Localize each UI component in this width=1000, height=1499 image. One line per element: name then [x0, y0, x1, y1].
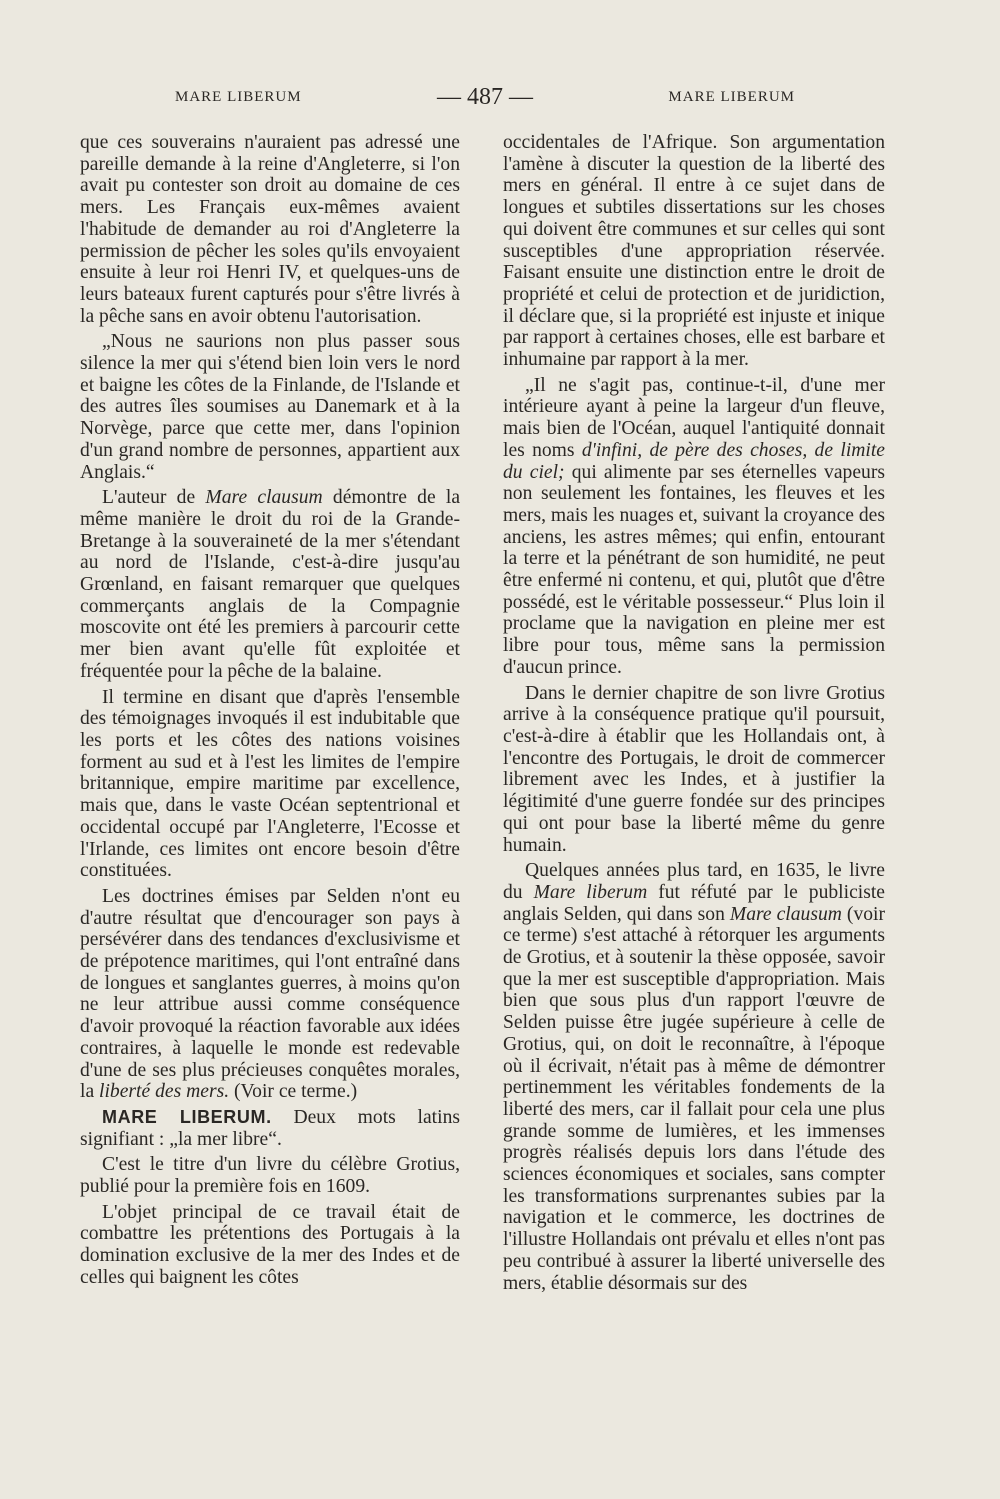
paragraph-text: démontre de la même manière le droit du roi de la Grande-Bretange à la souveraineté de la mer s'étendant au nord de l'Islande, c'est-à-dire jusqu'au Grœnland, en faisant remarquer que quelques commerçants anglais de la Compagnie moscovite ont été les premiers à parcourir cette mer bien avant qu'elle fût exploitée et fréquentée pour la pêche de la balaine.: [80, 487, 461, 682]
book-title: Mare liberum: [533, 881, 648, 903]
paragraph: occidentales de l'Afrique. Son argumentation l'amène à discuter la question de la liberté des mers en général. Il entre à ce sujet dans de longues et subtiles dissertations sur les choses qui doivent être communes et sur celles qui sont susceptibles d'une appropriation réservée. Faisant ensuite une distinction entre le droit de propriété et celui de protection et de juridiction, il déclare que, si la propriété est injuste et inique par rapport à certaines choses, elle est barbare et inhumaine par rapport à la mer.: [503, 132, 885, 371]
page-header: [175, 82, 795, 112]
paragraph-text: Les doctrines émises par Selden n'ont eu d'autre résultat que d'encourager son pays à persévérer dans des tendances d'exclusivisme et de prépotence maritimes, qui l'ont entraîné dans de longues et sanglantes guerres, à moins qu'on ne leur attribue aussi comme conséquence d'avoir provoqué la réaction favorable aux idées contraires, à laquelle le monde est redevable d'une de ses plus précieuses conquêtes morales, la: [80, 885, 460, 1103]
paragraph: [80, 886, 460, 1103]
page-number: — 487 —: [437, 83, 533, 110]
book-title: Mare clausum: [205, 487, 323, 509]
book-title: Mare clausum: [729, 903, 842, 925]
paragraph-text: (voir ce terme) s'est attaché à rétorquer les arguments de Grotius, et à soutenir la thèse opposée, savoir que la mer est susceptible d'appropriation. Mais bien que sous plus d'un rapport l'œuvre de Selden puisse être jugée supérieure à celle de Grotius, qui, on doit le reconnaître, à l'époque où il écrivait, n'était pas à même de démontrer pertinemment les véritables fondements de la liberté des mers, car il fallait pour cela une plus grande somme de lumières, et les immenses progrès réalisés depuis lors dans l'étude des sciences économiques et sociales, sans compter les transformations surprenantes subies par la navigation et le commerce, les doctrines de l'illustre Hollandais ont prévalu et elles n'ont pas peu contribué à assurer la liberté universelle des mers, établie désormais sur des: [503, 903, 886, 1294]
paragraph-text: Quelques années plus tard, en 1635, le livre du: [503, 860, 885, 903]
paragraph-text: (Voir ce terme.): [229, 1081, 358, 1103]
entry-headword: MARE LIBERUM.: [102, 1106, 272, 1127]
paragraph: L'objet principal de ce travail était de combattre les prétentions des Portugais à la domination exclusive de la mer des Indes et de celles qui baignent les côtes: [80, 1201, 460, 1288]
entry-paragraph: [80, 1107, 460, 1150]
paragraph-text: „Il ne s'agit pas, continue-t-il, d'une mer intérieure ayant à peine la largeur d'un fleuve, mais bien de l'Océan, auquel l'antiquité donnait les noms: [503, 374, 885, 461]
cross-reference: liberté des mers.: [99, 1081, 230, 1103]
paragraph-text: L'auteur de: [102, 487, 206, 509]
quoted-names: d'infini, de père des choses, de limite du ciel;: [503, 439, 885, 483]
right-column: [503, 132, 885, 1298]
entry-definition: Deux mots latins signifiant : „la mer libre“.: [80, 1106, 460, 1150]
paragraph: Il termine en disant que d'après l'ensemble des témoignages invoqués il est indubitable que les ports et les côtes des nations voisines forment au sud et à l'est les limites de l'empire britannique, empire maritime par excellence, mais que, dans le vaste Océan septentrional et occidental occupé par l'Angleterre, l'Ecosse et l'Irlande, ces limites ont encore besoin d'être constituées.: [80, 686, 460, 882]
paragraph-text: fut réfuté par le publiciste anglais Selden, qui dans son: [503, 881, 885, 925]
running-head-left: MARE LIBERUM: [175, 88, 302, 105]
paragraph: Dans le dernier chapitre de son livre Grotius arrive à la conséquence pratique qu'il poursuit, c'est-à-dire à établir que les Hollandais ont, à l'encontre des Portugais, le droit de commercer librement avec les Indes, et à justifier la légitimité d'une guerre fondée sur des principes qui ont pour base la liberté même du genre humain.: [503, 682, 885, 856]
paragraph: [503, 375, 885, 679]
paragraph-text: qui alimente par ses éternelles vapeurs non seulement les fontaines, les fleuves et les mers, mais les nuages et, suivant la croyance des anciens, les astres mêmes; qui enfin, entourant la terre et la pénétrant de son humidité, ne peut être enfermé ni contenu, et qui, plutôt que d'être possédé, est le véritable possesseur.“ Plus loin il proclame que la navigation en pleine mer est libre pour tous, même sans la permission d'aucun prince.: [503, 461, 885, 678]
paragraph: C'est le titre d'un livre du célèbre Grotius, publié pour la première fois en 1609.: [80, 1154, 460, 1198]
paragraph: „Nous ne saurions non plus passer sous silence la mer qui s'étend bien loin vers le nord et baigne les côtes de la Finlande, de l'Islande et des autres îles soumises au Danemark et à la Norvège, parce que cette mer, dans l'opinion d'un grand nombre de personnes, appartient aux Anglais.“: [80, 331, 460, 483]
paragraph: [503, 860, 885, 1294]
paragraph: que ces souverains n'auraient pas adressé une pareille demande à la reine d'Angleterre, si l'on avait pu contester son droit au domaine de ces mers. Les Français eux-mêmes avaient l'habitude de demander au roi d'Angleterre la permission de pêcher les soles qu'ils envoyaient ensuite à leur roi Henri IV, et quelques-uns de leurs bateaux furent capturés pour s'être livrés à la pêche sans en avoir obtenu l'autorisation.: [80, 132, 460, 327]
running-head-right: MARE LIBERUM: [668, 88, 795, 105]
left-column: [80, 132, 460, 1293]
paragraph: [80, 487, 460, 682]
